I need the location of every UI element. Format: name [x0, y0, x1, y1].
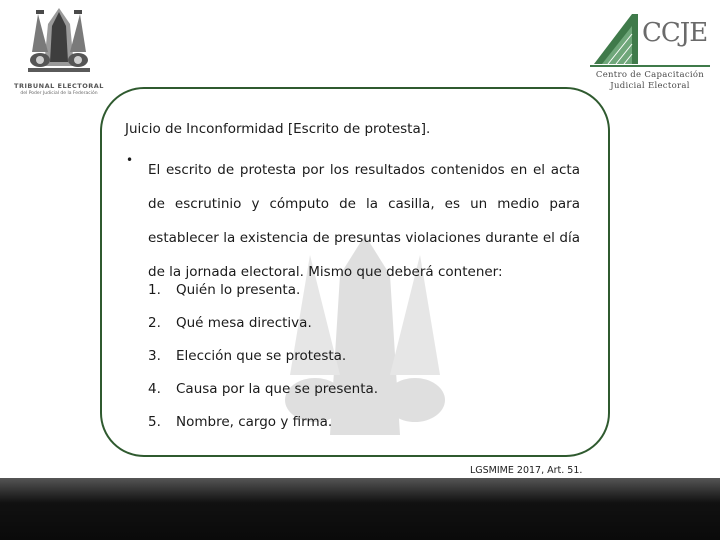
- list-item-text: Nombre, cargo y firma.: [176, 414, 333, 430]
- list-item-text: Qué mesa directiva.: [176, 315, 312, 331]
- logo-caption-title: TRIBUNAL ELECTORAL: [14, 82, 104, 90]
- list-item-number: 2.: [148, 315, 161, 331]
- list-item: [148, 414, 378, 447]
- ccje-logo: [588, 8, 712, 92]
- list-item-text: Quién lo presenta.: [176, 282, 301, 298]
- list-item: [148, 315, 378, 348]
- list-item-number: 3.: [148, 348, 161, 364]
- list-item-text: Causa por la que se presenta.: [176, 381, 379, 397]
- protest-description: El escrito de protesta por los resultados contenidos en el acta de escrutinio y cómputo de la casilla, es un medio para establecer la existencia de presuntas violaciones durante el día de la jornada electoral. Mismo que deberá contener:: [148, 162, 580, 280]
- scales-of-justice-icon: [14, 4, 104, 82]
- slide-title: Juicio de Inconformidad [Escrito de protesta].: [125, 121, 431, 137]
- list-item-number: 1.: [148, 282, 161, 298]
- requirements-list: [148, 282, 378, 447]
- legal-source-citation: LGSMIME 2017, Art. 51.: [470, 465, 583, 476]
- ccje-acronym: CCJE: [642, 18, 708, 48]
- list-item-number: 4.: [148, 381, 161, 397]
- ccje-name-line1: Centro de Capacitación: [595, 70, 705, 80]
- bullet-marker: •: [126, 153, 134, 167]
- tribunal-electoral-logo: [14, 4, 104, 104]
- logo-caption-subtitle: del Poder Judicial de la Federación: [20, 91, 98, 96]
- list-item: [148, 348, 378, 381]
- list-item-text: Elección que se protesta.: [176, 348, 347, 364]
- list-item-number: 5.: [148, 414, 161, 430]
- footer-bar: [0, 478, 720, 540]
- list-item: [148, 282, 378, 315]
- ccje-name-line2: Judicial Electoral: [610, 81, 690, 91]
- list-item: [148, 381, 378, 414]
